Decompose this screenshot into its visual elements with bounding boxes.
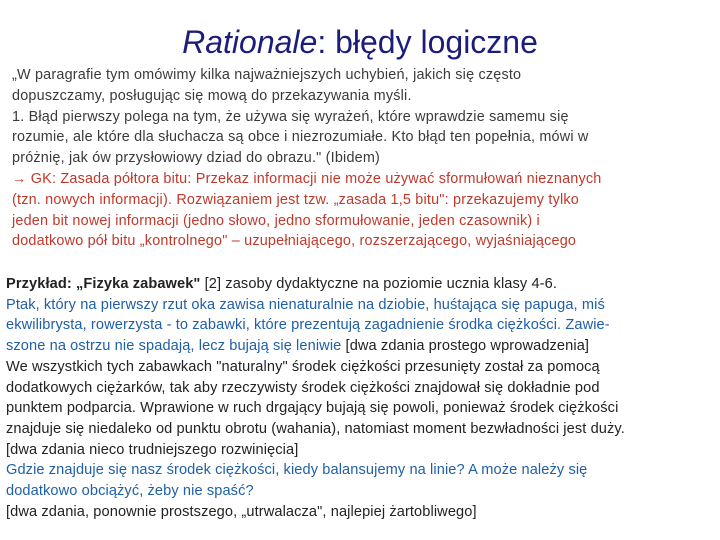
slide-title [0,22,720,62]
example-blue-line: ekwilibrysta, rowerzysta - to zabawki, które prezentują zagadnienie środka ciężkości. Zawie- [6,317,610,334]
example-body-line: punktem podparcia. Wprawione w ruch drgający bujają się powoli, ponieważ środek ciężkości [6,400,619,417]
example-body-line: znajduje się niedaleko od punktu obrotu (wahania), natomiast moment bezwładności jest duży. [6,420,625,437]
gk-line: dodatkowo pół bitu „kontrolnego" – uzupełniającego, rozszerzającego, wyjaśniającego [12,233,577,250]
slide-title-italic: Rationale [182,24,318,60]
example-question-line: dodatkowo obciążyć, żeby nie spaść? [6,483,254,500]
quote-line: próżnię, jak ów przysłowiowy dziad do obrazu." (Ibidem) [12,150,381,167]
example-heading-bold: Przykład: „Fizyka zabawek" [6,276,201,292]
example-blue-line-with-note [6,336,718,357]
example-heading [6,274,718,295]
gk-comment [12,169,717,252]
slide-title-rest: : błędy logiczne [317,24,538,60]
quote-line: dopuszczamy, posługując się mową do przekazywania myśli. [12,87,412,104]
quote-line: „W paragrafie tym omówimy kilka najważniejszych uchybień, jakich się często [12,67,522,83]
example-question-line: Gdzie znajduje się nasz środek ciężkości, kiedy balansujemy na linie? A może należy się [6,462,588,479]
quote-block [12,65,717,252]
example-note-intro: [dwa zdania prostego wprowadzenia] [341,338,590,355]
example-closing-note: [dwa zdania, ponownie prostszego, „utrwalacza", najlepiej żartobliwego] [6,503,477,520]
example-body-line: We wszystkich tych zabawkach "naturalny" środek ciężkości przesunięty został za pomocą [6,358,600,375]
gk-line: → GK: Zasada półtora bitu: Przekaz informacji nie może używać sformułowań nieznanych [12,170,602,187]
example-note-development: [dwa zdania nieco trudniejszego rozwinięcia] [6,441,299,458]
gk-line: (tzn. nowych informacji). Rozwiązaniem jest tzw. „zasada 1,5 bitu": przekazujemy tylko [12,191,579,208]
example-heading-rest: [2] zasoby dydaktyczne na poziomie ucznia klasy 4-6. [200,276,558,292]
quote-line: 1. Błąd pierwszy polega na tym, że używa się wyrażeń, które wprawdzie samemu się [12,108,569,125]
gk-line: jeden bit nowej informacji (jedno słowo, jedno sformułowanie, jeden czasownik) i [12,212,540,229]
example-blue-tail: szone na ostrzu nie spadają, lecz bujają się leniwie [6,338,342,355]
example-blue-line: Ptak, który na pierwszy rzut oka zawisa nienaturalnie na dziobie, huśtająca się papuga, miś [6,296,605,313]
example-block [6,274,718,522]
quote-line: rozumie, ale które dla słuchacza są obce i niezrozumiałe. Kto błąd ten popełnia, mówi w [12,129,589,146]
example-body-line: dodatkowych ciężarków, tak aby rzeczywisty środek ciężkości znajdował się dokładnie pod [6,379,600,396]
